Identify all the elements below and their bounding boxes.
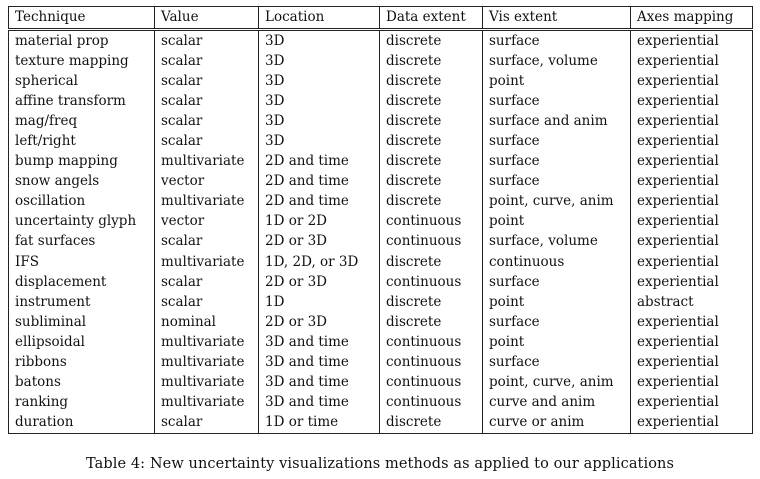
cell-data-extent: discrete — [380, 413, 483, 434]
cell-data-extent: continuous — [380, 353, 483, 373]
cell-value: multivariate — [155, 393, 259, 413]
cell-vis-extent: point — [483, 212, 631, 232]
cell-vis-extent: surface — [483, 272, 631, 292]
cell-location: 1D or time — [259, 413, 380, 434]
cell-technique: spherical — [9, 71, 155, 91]
cell-axes-mapping: experiential — [631, 272, 753, 292]
cell-axes-mapping: experiential — [631, 252, 753, 272]
cell-technique: batons — [9, 373, 155, 393]
table-row — [9, 272, 753, 292]
cell-technique: bump mapping — [9, 152, 155, 172]
cell-data-extent: discrete — [380, 152, 483, 172]
cell-value: scalar — [155, 292, 259, 312]
cell-value: multivariate — [155, 353, 259, 373]
table-row — [9, 413, 753, 434]
cell-axes-mapping: experiential — [631, 393, 753, 413]
cell-value: scalar — [155, 71, 259, 91]
cell-value: vector — [155, 212, 259, 232]
cell-axes-mapping: experiential — [631, 152, 753, 172]
table-row — [9, 111, 753, 131]
cell-value: nominal — [155, 312, 259, 332]
cell-data-extent: continuous — [380, 393, 483, 413]
cell-data-extent: discrete — [380, 192, 483, 212]
cell-location: 2D and time — [259, 192, 380, 212]
header-technique: Technique — [9, 7, 155, 30]
cell-location: 3D and time — [259, 332, 380, 352]
table-row — [9, 172, 753, 192]
table-row — [9, 131, 753, 151]
cell-value: multivariate — [155, 252, 259, 272]
cell-vis-extent: surface — [483, 152, 631, 172]
cell-axes-mapping: experiential — [631, 212, 753, 232]
cell-value: scalar — [155, 51, 259, 71]
cell-vis-extent: point, curve, anim — [483, 192, 631, 212]
table-row — [9, 353, 753, 373]
cell-vis-extent: point — [483, 71, 631, 91]
cell-value: multivariate — [155, 152, 259, 172]
cell-technique: instrument — [9, 292, 155, 312]
cell-technique: uncertainty glyph — [9, 212, 155, 232]
cell-vis-extent: surface and anim — [483, 111, 631, 131]
table-header-row — [9, 7, 753, 30]
cell-value: multivariate — [155, 192, 259, 212]
cell-vis-extent: surface, volume — [483, 51, 631, 71]
cell-axes-mapping: experiential — [631, 172, 753, 192]
cell-data-extent: continuous — [380, 373, 483, 393]
cell-location: 2D or 3D — [259, 232, 380, 252]
header-vis-extent: Vis extent — [483, 7, 631, 30]
header-axes-mapping: Axes mapping — [631, 7, 753, 30]
cell-value: scalar — [155, 91, 259, 111]
cell-axes-mapping: experiential — [631, 332, 753, 352]
cell-location: 3D and time — [259, 373, 380, 393]
cell-technique: affine transform — [9, 91, 155, 111]
uncertainty-methods-table-container — [8, 6, 752, 434]
cell-location: 1D or 2D — [259, 212, 380, 232]
table-row — [9, 51, 753, 71]
table-row — [9, 393, 753, 413]
cell-location: 3D — [259, 71, 380, 91]
cell-data-extent: continuous — [380, 232, 483, 252]
cell-vis-extent: surface — [483, 131, 631, 151]
table-row — [9, 192, 753, 212]
cell-axes-mapping: experiential — [631, 192, 753, 212]
cell-location: 3D — [259, 131, 380, 151]
cell-value: vector — [155, 172, 259, 192]
header-value: Value — [155, 7, 259, 30]
cell-data-extent: discrete — [380, 71, 483, 91]
cell-vis-extent: surface — [483, 91, 631, 111]
cell-value: scalar — [155, 111, 259, 131]
cell-vis-extent: point — [483, 292, 631, 312]
table-row — [9, 312, 753, 332]
cell-value: scalar — [155, 232, 259, 252]
cell-axes-mapping: abstract — [631, 292, 753, 312]
cell-location: 3D and time — [259, 393, 380, 413]
cell-value: scalar — [155, 272, 259, 292]
cell-value: multivariate — [155, 373, 259, 393]
cell-data-extent: continuous — [380, 212, 483, 232]
cell-location: 2D and time — [259, 152, 380, 172]
cell-vis-extent: surface, volume — [483, 232, 631, 252]
cell-value: scalar — [155, 131, 259, 151]
cell-technique: ribbons — [9, 353, 155, 373]
cell-technique: texture mapping — [9, 51, 155, 71]
table-row — [9, 71, 753, 91]
cell-vis-extent: continuous — [483, 252, 631, 272]
cell-data-extent: discrete — [380, 91, 483, 111]
cell-technique: ellipsoidal — [9, 332, 155, 352]
cell-technique: fat surfaces — [9, 232, 155, 252]
cell-technique: oscillation — [9, 192, 155, 212]
cell-vis-extent: surface — [483, 172, 631, 192]
cell-technique: material prop — [9, 30, 155, 52]
cell-axes-mapping: experiential — [631, 312, 753, 332]
cell-axes-mapping: experiential — [631, 91, 753, 111]
cell-technique: displacement — [9, 272, 155, 292]
table-caption: Table 4: New uncertainty visualizations methods as applied to our applications — [85, 456, 675, 472]
cell-location: 2D or 3D — [259, 312, 380, 332]
cell-location: 2D and time — [259, 172, 380, 192]
cell-data-extent: discrete — [380, 51, 483, 71]
cell-vis-extent: surface — [483, 312, 631, 332]
cell-location: 3D — [259, 51, 380, 71]
cell-vis-extent: curve and anim — [483, 393, 631, 413]
cell-location: 3D — [259, 111, 380, 131]
cell-technique: subliminal — [9, 312, 155, 332]
table-row — [9, 91, 753, 111]
cell-axes-mapping: experiential — [631, 131, 753, 151]
cell-data-extent: continuous — [380, 332, 483, 352]
cell-data-extent: discrete — [380, 131, 483, 151]
table-row — [9, 30, 753, 52]
table-row — [9, 152, 753, 172]
cell-vis-extent: curve or anim — [483, 413, 631, 434]
table-row — [9, 373, 753, 393]
cell-vis-extent: point — [483, 332, 631, 352]
cell-axes-mapping: experiential — [631, 51, 753, 71]
cell-axes-mapping: experiential — [631, 413, 753, 434]
cell-axes-mapping: experiential — [631, 30, 753, 52]
cell-technique: duration — [9, 413, 155, 434]
cell-technique: ranking — [9, 393, 155, 413]
table-row — [9, 212, 753, 232]
cell-data-extent: discrete — [380, 292, 483, 312]
uncertainty-methods-table — [8, 6, 753, 434]
cell-vis-extent: surface — [483, 30, 631, 52]
table-body — [9, 30, 753, 434]
cell-vis-extent: point, curve, anim — [483, 373, 631, 393]
cell-location: 3D — [259, 30, 380, 52]
cell-technique: snow angels — [9, 172, 155, 192]
cell-location: 2D or 3D — [259, 272, 380, 292]
cell-location: 1D — [259, 292, 380, 312]
cell-axes-mapping: experiential — [631, 111, 753, 131]
cell-axes-mapping: experiential — [631, 373, 753, 393]
table-row — [9, 252, 753, 272]
table-row — [9, 232, 753, 252]
cell-data-extent: continuous — [380, 272, 483, 292]
cell-axes-mapping: experiential — [631, 353, 753, 373]
cell-technique: mag/freq — [9, 111, 155, 131]
cell-data-extent: discrete — [380, 30, 483, 52]
table-row — [9, 292, 753, 312]
header-data-extent: Data extent — [380, 7, 483, 30]
cell-axes-mapping: experiential — [631, 71, 753, 91]
header-location: Location — [259, 7, 380, 30]
cell-value: scalar — [155, 413, 259, 434]
cell-location: 3D and time — [259, 353, 380, 373]
cell-data-extent: discrete — [380, 312, 483, 332]
table-row — [9, 332, 753, 352]
cell-axes-mapping: experiential — [631, 232, 753, 252]
cell-data-extent: discrete — [380, 252, 483, 272]
cell-location: 1D, 2D, or 3D — [259, 252, 380, 272]
cell-value: scalar — [155, 30, 259, 52]
cell-technique: left/right — [9, 131, 155, 151]
cell-vis-extent: surface — [483, 353, 631, 373]
cell-value: multivariate — [155, 332, 259, 352]
cell-location: 3D — [259, 91, 380, 111]
cell-technique: IFS — [9, 252, 155, 272]
cell-data-extent: discrete — [380, 172, 483, 192]
cell-data-extent: discrete — [380, 111, 483, 131]
